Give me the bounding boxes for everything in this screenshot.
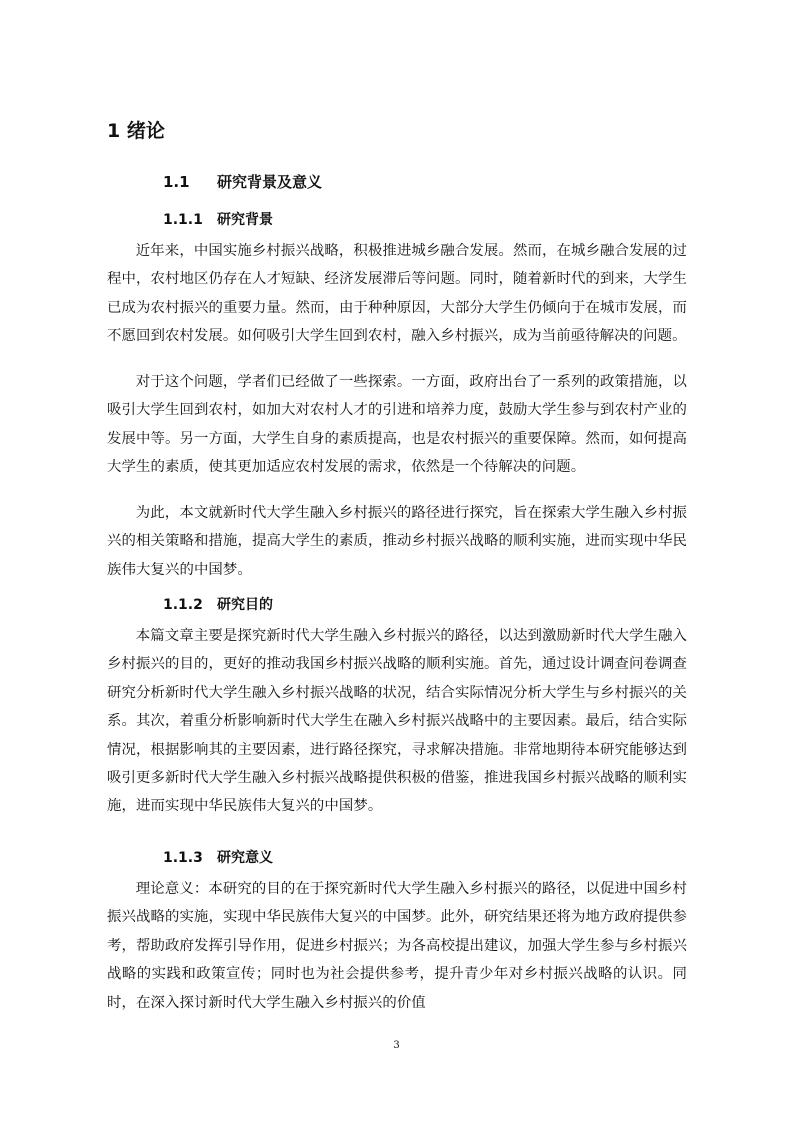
subsection-title: 研究目的 — [217, 597, 273, 613]
section-heading — [163, 172, 322, 192]
subsection-heading-significance — [163, 848, 273, 868]
subsection-title: 研究意义 — [217, 850, 273, 866]
paragraph-purpose-1: 本篇文章主要是探究新时代大学生融入乡村振兴的路径，以达到激励新时代大学生融入乡村振兴的目的，更好的推动我国乡村振兴战略的顺利实施。首先，通过设计调查问卷调查研究分析新时代大学生融入乡村振兴战略的状况，结合实际情况分析大学生与乡村振兴的关系。其次，着重分析影响新时代大学生在融入乡村振兴战略中的主要因素。最后，结合实际情况，根据影响其的主要因素，进行路径探究，寻求解决措施。非常地期待本研究能够达到吸引更多新时代大学生融入乡村振兴战略提供积极的借鉴，推进我国乡村振兴战略的顺利实施，进而实现中华民族伟大复兴的中国梦。 — [107, 628, 687, 815]
paragraph-background-3: 为此，本文就新时代大学生融入乡村振兴的路径进行探究，旨在探索大学生融入乡村振兴的相关策略和措施，提高大学生的素质，推动乡村振兴战略的顺利实施，进而实现中华民族伟大复兴的中国梦。 — [107, 505, 687, 578]
chapter-heading: 1 绪论 — [107, 120, 165, 142]
subsection-title: 研究背景 — [217, 212, 273, 228]
subsection-number: 1.1.1 — [163, 212, 203, 228]
subsection-number: 1.1.3 — [163, 850, 203, 866]
subsection-heading-background — [163, 210, 273, 230]
section-number: 1.1 — [163, 173, 190, 191]
paragraph-significance-1: 理论意义：本研究的目的在于探究新时代大学生融入乡村振兴的路径，以促进中国乡村振兴战略的实施，实现中华民族伟大复兴的中国梦。此外，研究结果还将为地方政府提供参考，帮助政府发挥引导作用，促进乡村振兴；为各高校提出建议，加强大学生参与乡村振兴战略的实践和政策宣传；同时也为社会提供参考，提升青少年对乡村振兴战略的认识。同时，在深入探讨新时代大学生融入乡村振兴的价值 — [107, 881, 687, 1011]
paragraph-background-1: 近年来，中国实施乡村振兴战略，积极推进城乡融合发展。然而，在城乡融合发展的过程中，农村地区仍存在人才短缺、经济发展滞后等问题。同时，随着新时代的到来，大学生已成为农村振兴的重要力量。然而，由于种种原因，大部分大学生仍倾向于在城市发展，而不愿回到农村发展。如何吸引大学生回到农村，融入乡村振兴，成为当前亟待解决的问题。 — [107, 243, 687, 345]
section-title: 研究背景及意义 — [217, 173, 323, 191]
subsection-heading-purpose — [163, 595, 273, 615]
paragraph-background-2: 对于这个问题，学者们已经做了一些探索。一方面，政府出台了一系列的政策措施，以吸引大学生回到农村，如加大对农村人才的引进和培养力度，鼓励大学生参与到农村产业的发展中等。另一方面，大学生自身的素质提高，也是农村振兴的重要保障。然而，如何提高大学生的素质，使其更加适应农村发展的需求，依然是一个待解决的问题。 — [107, 374, 687, 476]
subsection-number: 1.1.2 — [163, 597, 203, 613]
page-number: 3 — [393, 1040, 400, 1051]
